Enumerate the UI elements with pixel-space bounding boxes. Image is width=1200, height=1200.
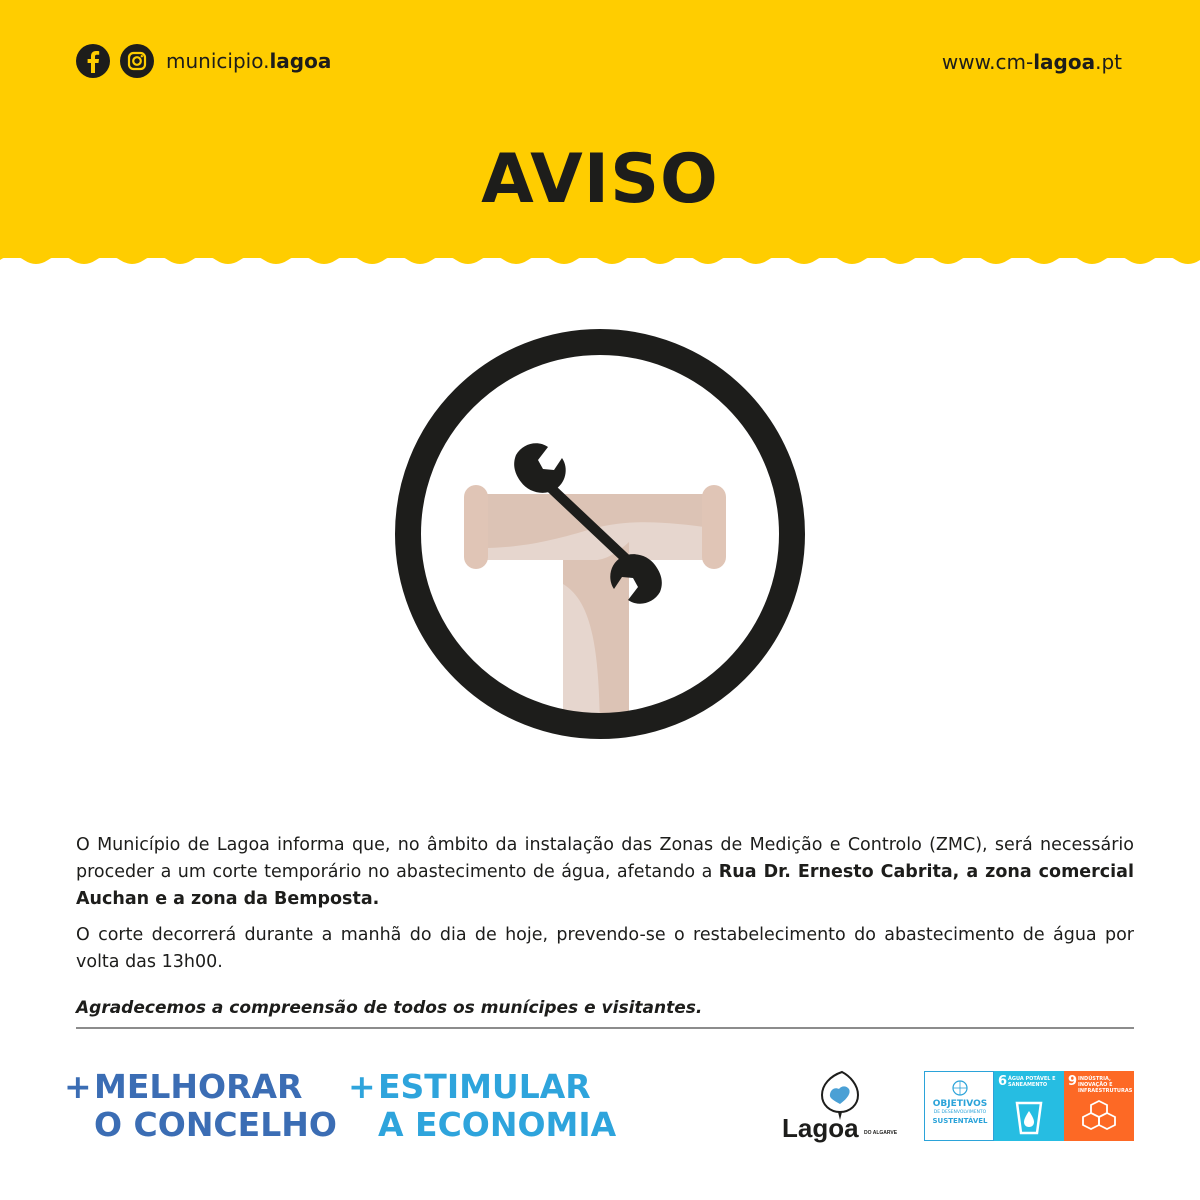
sdg-main-badge	[924, 1071, 994, 1141]
thanks-message: Agradecemos a compreensão de todos os munícipes e visitantes.	[76, 998, 703, 1018]
handle-name: lagoa	[269, 49, 332, 73]
slogan2-line1: ESTIMULAR	[378, 1067, 591, 1106]
footer-divider	[76, 1027, 1134, 1029]
header-banner	[0, 0, 1200, 258]
sdg-goal-9	[1064, 1071, 1134, 1141]
slogan1-line1: MELHORAR	[94, 1067, 303, 1106]
sdg-badges	[924, 1071, 1134, 1141]
lagoa-logo[interactable]	[778, 1068, 898, 1144]
sdg6-label: ÁGUA POTÁVEL E SANEAMENTO	[1008, 1076, 1056, 1088]
slogan-melhorar	[64, 1068, 337, 1144]
instagram-icon[interactable]	[120, 44, 154, 78]
social-handle[interactable]	[166, 49, 331, 73]
affected-areas: Rua Dr. Ernesto Cabrita, a zona comercial Auchan e a zona da Bemposta.	[76, 862, 1134, 909]
logo-tag: DO ALGARVE	[864, 1130, 898, 1136]
slogan2-plus: +	[348, 1067, 376, 1106]
site-name: lagoa	[1033, 50, 1096, 74]
notice-paragraph-1	[76, 832, 1134, 913]
sdg9-number: 9	[1068, 1074, 1078, 1089]
slogan2-line2: A ECONOMIA	[378, 1105, 617, 1144]
handle-prefix: municipio.	[166, 49, 270, 73]
sdg-main-title: OBJETIVOS	[932, 1099, 988, 1109]
site-prefix: www.cm-	[941, 50, 1034, 74]
water-glass-icon	[1009, 1097, 1049, 1137]
social-bar	[76, 44, 331, 78]
pipe-repair-illustration	[388, 322, 812, 746]
sdg-main-last: SUSTENTÁVEL	[932, 1117, 988, 1125]
sdg-main-subtitle: DE DESENVOLVIMENTO	[933, 1110, 987, 1115]
sdg6-number: 6	[998, 1074, 1008, 1089]
slogan1-plus: +	[64, 1067, 92, 1106]
slogan-estimular	[348, 1068, 616, 1144]
logo-name: Lagoa	[782, 1113, 859, 1143]
wave-divider	[0, 252, 1200, 272]
website-url[interactable]	[942, 50, 1122, 74]
site-suffix: .pt	[1095, 50, 1122, 74]
slogan1-line2: O CONCELHO	[94, 1105, 337, 1144]
facebook-icon[interactable]	[76, 44, 110, 78]
page-title: AVISO	[481, 140, 719, 219]
notice-p1-text: O Município de Lagoa informa que, no âmbito da instalação das Zonas de Medição e Controlo (ZMC), será necessário proceder a um corte temporário no abastecimento de água, afetando a	[76, 835, 1134, 882]
notice-text	[76, 832, 1134, 985]
cubes-icon	[1079, 1097, 1119, 1137]
sdg-goal-6	[994, 1071, 1064, 1141]
notice-paragraph-2: O corte decorrerá durante a manhã do dia de hoje, prevendo-se o restabelecimento do abastecimento de água por volta das 13h00.	[76, 925, 1134, 972]
sdg9-label: INDÚSTRIA, INOVAÇÃO E INFRAESTRUTURAS	[1078, 1076, 1133, 1094]
